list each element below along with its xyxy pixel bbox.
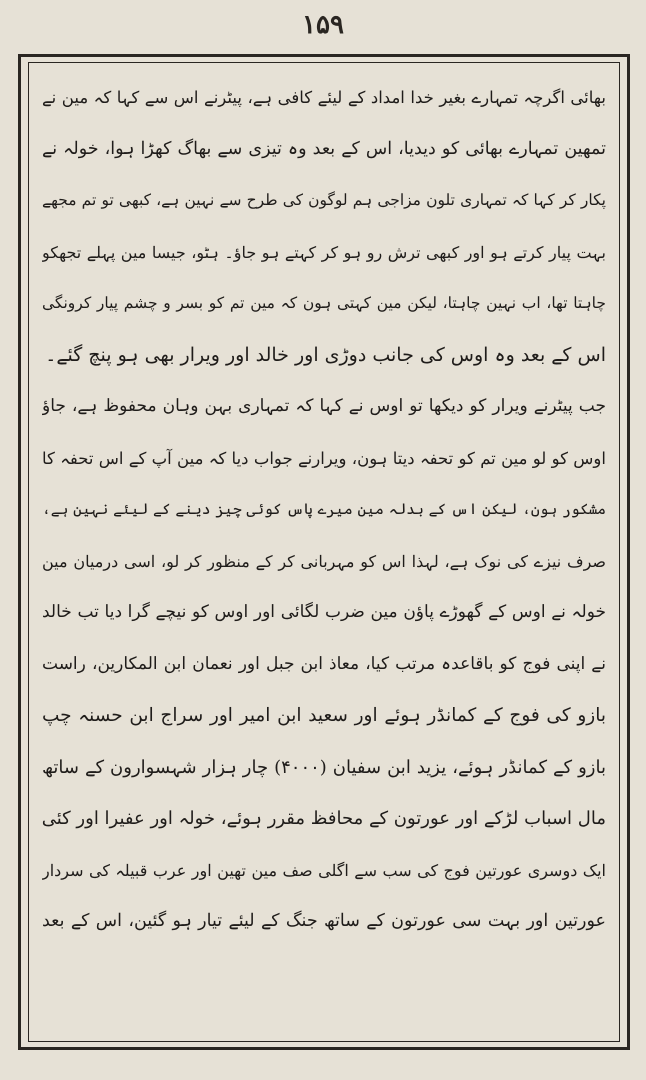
text-line: اس کے بعد وہ اوس کی جانب دوڑی اور خالد اور ویرار بھی ہو پنچ گئے۔: [45, 343, 606, 366]
text-line: مال اسباب لڑکے اور عورتون کے محافظ مقرر ہوئے، خولہ اور عفیرا اور کئی: [42, 808, 606, 829]
text-line: بازو کی فوج کے کمانڈر ہوئے اور سعید ابن امیر اور سراج ابن حسنہ چپ: [42, 705, 606, 726]
page-number: ۱۵۹: [302, 10, 344, 40]
text-line: بھائی اگرچہ تمہارے بغیر خدا امداد کے لیئے کافی ہے، پیٹرنے اس سے کہا کہ مین نے: [42, 88, 606, 107]
text-line: مشکور ہون، لیکن اس کے بدلہ مین میرے پاس کوئی چیز دینے کے لیئے نہین ہے،: [42, 500, 606, 518]
urdu-text-block: [42, 72, 606, 1032]
text-line: عورتین اور بہت سی عورتون کے ساتھ جنگ کے لیئے تیار ہو گئین، اس کے بعد: [42, 911, 606, 931]
text-line: نے اپنی فوج کو باقاعدہ مرتب کیا، معاذ ابن جبل اور نعمان ابن المکارین، راست: [42, 653, 606, 674]
text-line: جب پیٹرنے ویرار کو دیکھا تو اوس نے کہا کہ تمہاری بہن وہان محفوظ ہے، جاؤ: [42, 396, 606, 416]
text-line: صرف نیزے کی نوک ہے، لہذا اس کو مہربانی کر کے منظور کر لو، اسی درمیان مین: [42, 551, 606, 571]
text-line: ایک دوسری عورتین فوج کی سب سے اگلی صف مین تھین اور عرب قبیلہ کی سردار: [42, 860, 606, 880]
text-line: تمھین تمہارے بھائی کو دیدیا، اس کے بعد وہ تیزی سے بھاگ کھڑا ہوا، خولہ نے: [42, 138, 606, 159]
text-line: خولہ نے اوس کے گھوڑے پاؤن مین ضرب لگائی اور اوس کو نیچے گرا دیا تب خالد: [42, 602, 606, 622]
text-line: پکار کر کہا کہ تمہاری تلون مزاجی ہم لوگون کی طرح سے نہین ہے، کبھی تو تم مجھے: [42, 191, 606, 209]
text-line: چاہتا تھا، اب نہین چاہتا، لیکن مین کہتی ہون کہ مین تم کو بسر و چشم پیار کرونگی: [42, 294, 606, 312]
text-line: بازو کے کمانڈر ہوئے، یزید ابن سفیان (۴۰۰۰) چار ہزار شہسوارون کے ساتھ: [42, 756, 606, 778]
text-line: اوس کو لو مین تم کو تحفہ دیتا ہون، ویرارنے جواب دیا کہ مین آپ کے اس تحفہ کا: [42, 448, 606, 468]
text-line: بہت پیار کرتے ہو اور کبھی ترش رو ہو کر کہتے ہو جاؤ۔ ہٹو، جیسا مین پہلے تجھکو: [42, 242, 606, 262]
